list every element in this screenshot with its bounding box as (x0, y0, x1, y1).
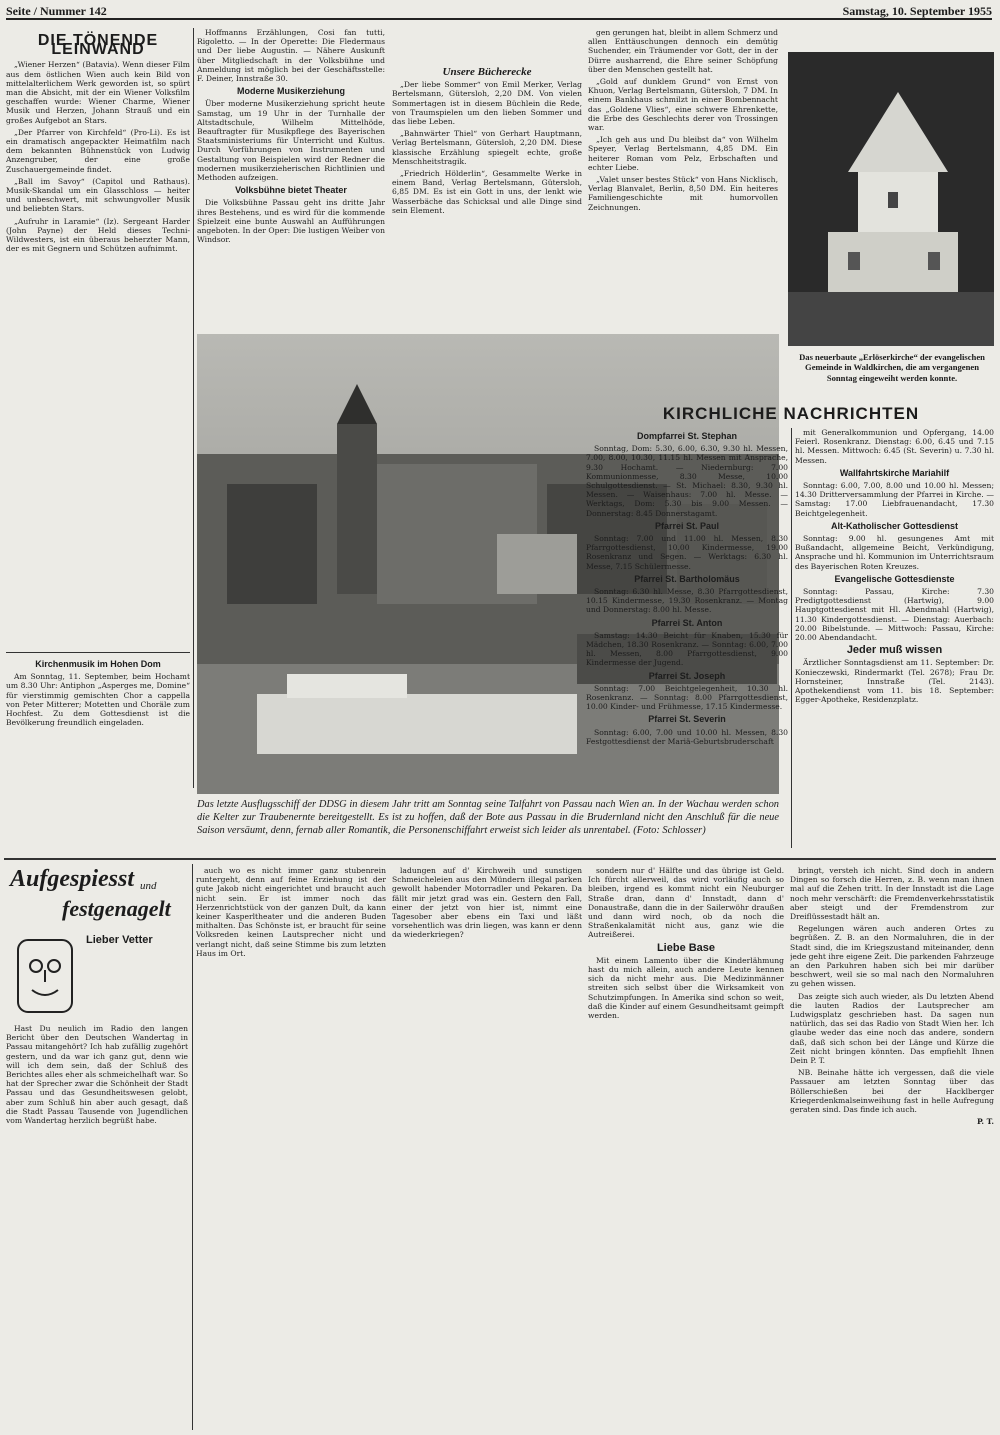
caricature-drawing (10, 930, 80, 1020)
music-education-text: Über moderne Musikerziehung spricht heute Samstag, um 19 Uhr in der Turnhalle der Altstadtschule, Wilhelm Mittelhöde, Beauftragter für Musikpflege des Bayerischen Staatsministeriums für Unterricht und Kultus. Durch Vorführungen von Instrumenten und Gestaltung von Beispielen wird der Redner die modernen musikerzieherischen Richtlinien und Methoden aufzeigen. (197, 99, 385, 183)
lower-column-2 (196, 866, 386, 1428)
music-education-heading: Moderne Musikerziehung (236, 86, 345, 97)
signature: P. T. (976, 1117, 994, 1127)
review-aufruhr-laramie: „Aufruhr in Laramie“ (Iz). Sergeant Harder (John Payne) der Held dieses Techni-Wildwesters, ist ein überaus beherzter Mann, der es mit Gegnern und Schützen aufnimmt. (6, 216, 190, 254)
church-photo-caption: Das neuerbaute „Erlöserkirche“ der evangelischen Gemeinde in Waldkirchen, die am vergangenen Sonntag eingeweiht werden konnte. (799, 352, 985, 383)
church-music-box (6, 656, 190, 786)
lower-text-4: sondern nur d' Hälfte und das übrige ist Geld. Ich fürcht allerweil, das wird vorläufig auch so bleiben, irgend es kommt nicht ein Neuburger Straße dran, dann d' Innstadt, dann d' Donaustraße, dann die in der Sailerwöhr draußen und dann wird noch, ob da noch die Straßenkalamität nicht aus, ganz wie die Autreißerei. (588, 866, 784, 940)
st-joseph-heading: Pfarrei St. Joseph (648, 670, 726, 681)
issue-date: Samstag, 10. September 1955 (842, 4, 992, 18)
opera-info: Hoffmanns Erzählungen, Cosi fan tutti, Rigoletto. — In der Operette: Die Fledermaus und Der liebe Augustin. — Nähere Auskunft über Mitgliedschaft in der Volksbühne und Anmeldung ist möglich bei der Geschäftsstelle: F. Deiner, Innstraße 30. (197, 28, 385, 84)
book-review-7: „Valet unser bestes Stück“ von Hans Nicklisch, Verlag Blanvalet, Berlin, 8,50 DM. Ein heiteres Familiengeschichte mit humorvollen Zeichnungen. (588, 175, 778, 212)
st-paul-schedule: Sonntag: 7.00 und 11.00 hl. Messen, 8.30 Pfarrgottesdienst, 10.00 Kindermesse, 19.00 Rosenkranz und Segen. — Werktags: 6.30 hl. Messe, 7.15 Schülermesse. (586, 534, 788, 571)
column-divider (791, 428, 792, 848)
st-joseph-schedule: Sonntag: 7.00 Beichtgelegenheit, 10.30 hl. Rosenkranz. — Sonntag: 8.00 Pfarrgottesdienst, 10.00 Kinder- und Frühmesse, 17.15 Kindermesse. (586, 683, 788, 712)
st-stephan-schedule: Sonntag, Dom: 5.30, 6.00, 6.30, 9.30 hl. Messen, 7.00, 8.00, 10.30, 11.15 hl. Messen mit Ansprache, 9.30 Hochamt. — Niedernburg: 7.00 Kommunionmesse, 8.30 Messe, 10.00 Schulgottesdienst. — St. Michael: 8.30, 9.30 hl. Messen. — Waisenhaus: 7.00 hl. Messe. — Werktags, Dom: 5.30 bis 9.00 Messen. — Donnerstag: 8.45 Donnerstagamt. (586, 444, 788, 518)
evangelisch-schedule: Sonntag: Passau, Kirche: 7.30 Predigtgottesdienst (Hartwig), 9.00 Hauptgottesdienst mit Hl. Abendmahl (Hartwig), 11.30 Kindergottesdienst. — Dienstag: Auerbach: 20.00 Bibelstunde. — Mittwoch: Passau, Kirche: 20.00 Abendandacht. (795, 587, 994, 643)
lower-column-1-top (86, 950, 188, 1022)
column-divider (193, 28, 194, 788)
liebe-base-heading: Liebe Base (656, 941, 716, 954)
book-review-6: „Ich geh aus und Du bleibst da“ von Wilhelm Speyer, Verlag Bertelsmann, 4,85 DM. Ein heiterer Roman vom Pelz, Erbschaften und echter Liebe. (588, 135, 778, 172)
mariahilf-heading: Wallfahrtskirche Mariahilf (839, 467, 950, 478)
page-header (6, 4, 992, 20)
lower-text-5c: Das zeigte sich auch wieder, als Du letzten Abend die lauten Radios der Lautsprecher am Ludwigsplatz geschrieben hast. Da sagen nun natürlich, das sei das Radio von Stadt Wien her. Ich glaube weder das eine noch das andere, sondern daß, daß sich schon bei der Länge und Kürze die Zeit nicht bringen könnten. Das empfiehlt Ihnen Dein P. T. (790, 991, 994, 1066)
salutation-vetter: Lieber Vetter (86, 934, 153, 946)
altkatholisch-schedule: Sonntag: 9.00 hl. gesungenes Amt mit Bußandacht, allgemeine Beicht, Verkündigung, Ansprache und hl. Kommunion im Unterrichtsraum des Bayerischen Roten Kreuzes. (795, 534, 994, 571)
st-bartholomaeus-heading: Pfarrei St. Bartholomäus (634, 573, 740, 584)
mariahilf-schedule: Sonntag: 6.00, 7.00, 8.00 und 10.00 hl. Messen; 14.30 Dritterversammlung der Pfarrei in Kirche. — Samstag: 17.00 Liebfrauenandacht, 17.30 Beichtgelegenheit. (795, 481, 994, 518)
caricature-icon (10, 930, 80, 1020)
banner-word-2: und (140, 880, 157, 892)
st-anton-schedule: Samstag: 14.30 Beicht für Knaben, 15.30 für Mädchen, 18.30 Rosenkranz. — Sonntag: 6.00, 7.00 hl. Messen, 8.00 Pfarrgottesdienst, 9.00 Kindermesse der Jugend. (586, 630, 788, 668)
lower-column-5 (790, 866, 994, 1428)
book-column (392, 28, 582, 330)
lower-column-1 (6, 1024, 188, 1428)
book-review-5: „Gold auf dunklem Grund“ von Ernst von Khuon, Verlag Bertelsmann, Gütersloh, 7 DM. In einem Bankhaus schmilzt in einer Bombennacht das „Goldene Vlies“, eine schwere Ehrenkette, die Erbe des Geschlechts derer von Trossingen war. (588, 77, 778, 133)
film-section-title: DIE TÖNENDE LEINWAND (37, 32, 159, 59)
volksbuehne-text: Die Volksbühne Passau geht ins dritte Jahr ihres Bestehens, und es wird für die kommende Spielzeit eine bunte Auswahl an Aufführungen angeboten. In der Oper: Die lustigen Weiber von Windsor. (197, 198, 385, 245)
church-news-column-left (586, 428, 788, 850)
column-banner (6, 866, 188, 926)
film-review-column (6, 30, 190, 650)
lower-text-5: bringt, versteh ich nicht. Sind doch in andern Dingen so forsch die Herren, z. B. wenn man ihnen mal auf die Zehen tritt. In der Innstadt ist die Lage noch mehr verschärft: die Fremdenverkehrsstatistik aber steigt und der Fremdenstrom zur Dreiflüssestadt hält an. (790, 866, 994, 922)
st-severin-schedule: Sonntag: 6.00, 7.00 und 10.00 hl. Messen, 8.30 Festgottesdienst der Mariä-Geburtsbruderschaft (586, 727, 788, 746)
book-review-3: „Friedrich Hölderlin“, Gesammelte Werke in einem Band, Verlag Bertelsmann, Gütersloh, 6,85 DM. Es ist ein Gott in uns, der lenkt wie Wasserbäche das Schicksal und alle Dinge sind sein Element. (392, 169, 582, 215)
page-number: Seite / Nummer 142 (6, 4, 107, 18)
book-review-2: „Bahnwärter Thiel“ von Gerhart Hauptmann, Verlag Bertelsmann, Gütersloh, 2,20 DM. Diese klassische Erzählung spiegelt echte, große Menschheitstragik. (392, 129, 582, 166)
book-review-1: „Der liebe Sommer“ von Emil Merker, Verlag Bertelsmann, Gütersloh, 2,20 DM. Von vielen Sommertagen ist in diesem Büchlein die Rede, von Traumspielen um den lieben Sommer und das liebe Leben. (392, 80, 582, 127)
church-image (788, 52, 994, 346)
church-music-text: Am Sonntag, 11. September, beim Hochamt um 8.30 Uhr: Antiphon „Asperges me, Domine“ für vierstimmig gemischten Chor a cappella von Peter Mitterer; Motetten und Choräle zum Hochfest. Zu dem Gottesdienst ist die Bevölkerung freundlich eingeladen. (6, 672, 190, 728)
st-bartholomaeus-schedule: Sonntag: 6.30 hl. Messe, 8.30 Pfarrgottesdienst, 10.15 Kindermesse, 19.30 Rosenkranz. — Montag und Donnerstag: 8.00 hl. Messe. (586, 587, 788, 615)
lower-column-3 (392, 866, 582, 1428)
lower-text-4b: Mit einem Lamento über die Kinderlähmung hast du mich allein, auch andere Leute kennen sich da nicht mehr aus. Die Medizinmänner streiten sich selbst über die Wirksamkeit von Schutzimpfungen. In Amerika sind schon so weit, daß die Kinder auf einem Gesundheitsamt geimpft werden. (588, 955, 784, 1021)
lower-column-4 (588, 866, 784, 1428)
church-photo (788, 52, 994, 346)
st-anton-heading: Pfarrei St. Anton (651, 617, 723, 628)
church-news-column-right (795, 428, 994, 850)
lower-section-divider (4, 858, 996, 860)
church-music-title: Kirchenmusik im Hohen Dom (35, 659, 161, 669)
column-divider (192, 864, 193, 1430)
banner-word-1: Aufgespiesst (10, 866, 135, 892)
music-column (197, 28, 385, 330)
altkatholisch-heading: Alt-Katholischer Gottesdienst (830, 520, 958, 531)
review-ball-savoy: „Ball im Savoy“ (Capitol und Rathaus). Musik-Skandal um ein Glasschloss — heiter und unbeschwert, mit schwungvoller Musik und beliebten Stars. (6, 176, 190, 214)
church-news-title: KIRCHLICHE NACHRICHTEN (662, 404, 920, 423)
st-severin-continued: mit Generalkommunion und Opfergang, 14.00 Feierl. Rosenkranz. Dienstag: 6.00, 6.45 und 7.15 hl. Messen. Mittwoch: 6.45 (St. Severin) u. 7.30 hl. Messen. (795, 428, 994, 465)
st-paul-heading: Pfarrei St. Paul (654, 520, 720, 531)
review-wiener-herzen: „Wiener Herzen“ (Batavia). Wenn dieser Film aus dem östlichen Wien auch kein Bild von mittelalterlichem Werk geworden ist, so spürt man die Absicht, mit der ein Wiener Volksfilm geschaffen wurde: Wiener Charme, Wiener Musik und Herzen, Johann Strauß und ein großes Aufgebot an Stars. (6, 60, 190, 125)
st-stephan-heading: Dompfarrei St. Stephan (636, 431, 737, 441)
lower-text-5b: Regelungen wären auch anderen Ortes zu begrüßen. Z. B. an den Normaluhren, die in der Stadt sind, die im Kriegszustand miteinander, denn jede geht ihre eigene Zeit. Die parkenden Fahrzeuge an den Parkuhren haben sich bei mir darüber beschwert, weil sie so mal nach den Normaluhren zu gehen wissen. (790, 924, 994, 989)
main-photo-caption: Das letzte Ausflugsschiff der DDSG in diesem Jahr tritt am Sonntag seine Talfahrt von Passau nach Wien an. In der Wachau werden schon die Kelter zur Traubenernte bereitgestellt. Es ist zu hoffen, daß der Bote aus Passau in die Brudernland nicht den Anschluß für die neue Saison versäumt, denn, fernab aller Romantik, die Personenschiffahrt erweist sich leider als unrentabel. (Foto: Schlosser) (197, 799, 779, 836)
emergency-services: Ärztlicher Sonntagsdienst am 11. September: Dr. Konieczewski, Rindermarkt (Tel. 2678); Frau Dr. Hornsteiner, Innstraße (Tel. 2143). Apothekendienst vom 11. bis 18. September: Egger-Apotheke, Residenzplatz. (795, 658, 994, 705)
lower-text-1: Hast Du neulich im Radio den langen Bericht über den Deutschen Wandertag in Passau mitangehört? Ich hab zufällig zugehört gestern, und da war ich ganz gut, denn wie will ich dem sein, daß der Schluß des Berichtes alles eher als schmeichelhaft war. So hat der Sprecher zwar die Schönheit der Stadt Passau und das Gesundheitswesen gelobt, aber zum Schluß hin aber auch gesagt, daß die Stadt Passau Tausende von Jugendlichen vom Wandertag herzlich begrüßt habe. (6, 1024, 188, 1126)
volksbuehne-heading: Volksbühne bietet Theater (235, 185, 347, 196)
book-corner-heading: Unsere Bücherecke (442, 66, 532, 78)
lower-text-2: auch wo es nicht immer ganz stubenrein runtergeht, denn auf feine Erziehung ist der gute Jakob nicht eingerichtet und braucht auch nicht sein. Er ist immer noch das Herzenrichtstück von der ganzen Dult, da kann keiner Kasperltheater und die anderen Buden mithalten. Das Schönste ist, er braucht für seine Volksreden keinen Lautsprecher nicht und verlangt nicht, daß seine Stimme bis zum letzten Haus im Ort. (196, 866, 386, 958)
jeder-muss-wissen-heading: Jeder muß wissen (846, 644, 943, 657)
st-severin-heading: Pfarrei St. Severin (648, 714, 726, 725)
banner-word-3: festgenagelt (62, 896, 171, 921)
divider (6, 652, 190, 653)
book-column-continued (588, 28, 778, 330)
review-pfarrer-kirchfeld: „Der Pfarrer von Kirchfeld“ (Pro-Li). Es ist ein dramatisch angepackter Heimatfilm nach dem bekannten Bühnenstück von Ludwig Anzengruber, der eine große Zuschauergemeinde findet. (6, 127, 190, 174)
evangelisch-heading: Evangelische Gottesdienste (834, 573, 955, 584)
lower-text-3: ladungen auf d' Kirchweih und sunstigen Schmeicheleien aus den Mündern illegal parken gewollt habender Motorradler und Pekaren. Da fällt mir jetzt grad was ein. Gestern den Fall, einer der jetzt von hier ist, nimmt eine Tagesober aber ebens ein Taxi und läßt vorsehentlich was drin liegen, was kann er denn da wiederkriegen? (392, 866, 582, 940)
book-review-4: gen gerungen hat, bleibt in allem Schmerz und allen Enttäuschungen dennoch ein demütig Suchender, ein Träumender vor Gott, der in der Dürre ausharrend, die Ehre seiner Schöpfung über den Menschen gestellt hat. (588, 28, 778, 74)
lower-text-5d: NB. Beinahe hätte ich vergessen, daß die viele Passauer am letzten Sonntag über das Böllerschießen bei der Hacklberger Kriegerdenkmalseinweihung fast in helle Aufregung geraten sind. Das finde ich auch. (790, 1068, 994, 1115)
